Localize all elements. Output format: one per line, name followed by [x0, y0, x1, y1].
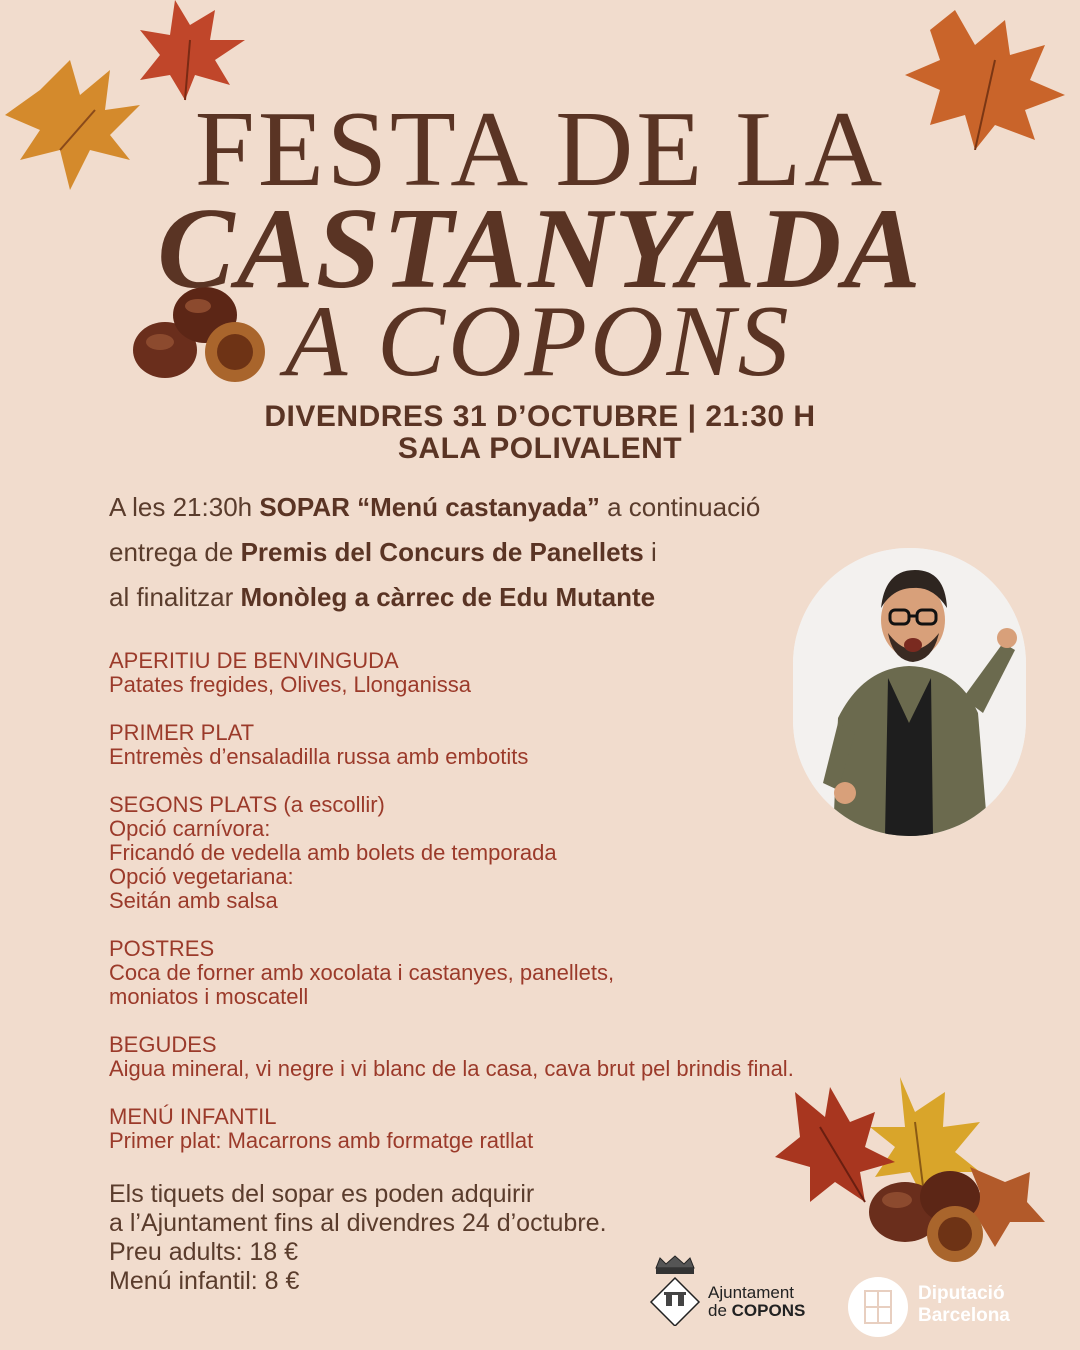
title-line-3: A COPONS [285, 285, 792, 398]
title-line-1: FESTA DE LA [194, 90, 886, 209]
menu-line: moniatos i moscatell [109, 984, 309, 1009]
menu-heading: MENÚ INFANTIL [109, 1104, 277, 1129]
menu-line: Aigua mineral, vi negre i vi blanc de la casa, cava brut pel brindis final. [109, 1056, 794, 1081]
intro-line-3: al finalitzar Monòleg a càrrec de Edu Mutante [109, 582, 656, 612]
menu-section-postres [109, 937, 959, 1009]
event-date-time: DIVENDRES 31 D’OCTUBRE | 21:30 H [264, 400, 816, 433]
diputacio-emblem-icon [848, 1277, 908, 1337]
menu-section-segons-plats [109, 793, 959, 913]
intro-line-2: entrega de Premis del Concurs de Panellets i [109, 537, 657, 567]
menu-line: Patates fregides, Olives, Llonganissa [109, 672, 471, 697]
menu-heading: POSTRES [109, 936, 215, 961]
ajuntament-name: de COPONS [708, 1301, 806, 1320]
performer-illustration [793, 548, 1026, 836]
menu-heading: SEGONS PLATS (a escollir) [109, 792, 385, 817]
menu-line: Opció vegetariana: [109, 864, 294, 889]
coat-of-arms-icon [648, 1254, 703, 1326]
ticket-line: a l’Ajuntament fins al divendres 24 d’octubre. [109, 1209, 607, 1237]
menu-line: Seitán amb salsa [109, 888, 278, 913]
menu-line: Primer plat: Macarrons amb formatge ratllat [109, 1128, 534, 1153]
diputacio-label: Diputació [918, 1283, 1005, 1304]
ajuntament-copons-logo [648, 1254, 818, 1326]
menu-heading: BEGUDES [109, 1032, 217, 1057]
menu-heading: PRIMER PLAT [109, 720, 255, 745]
intro-line-1: A les 21:30h SOPAR “Menú castanyada” a continuació [109, 492, 761, 522]
ticket-line: Els tiquets del sopar es poden adquirir [109, 1180, 535, 1208]
menu-line: Opció carnívora: [109, 816, 271, 841]
menu-line: Entremès d’ensaladilla russa amb embotits [109, 744, 529, 769]
menu-line: Coca de forner amb xocolata i castanyes, panellets, [109, 960, 615, 985]
title-line-2: CASTANYADA [157, 185, 923, 313]
menu-heading: APERITIU DE BENVINGUDA [109, 648, 399, 673]
barcelona-label: Barcelona [918, 1305, 1010, 1326]
chestnut-icon [205, 322, 265, 382]
chestnut-icon [927, 1206, 983, 1262]
ticket-info [109, 1180, 607, 1296]
price-adults: Preu adults: 18 € [109, 1238, 299, 1266]
event-venue: SALA POLIVALENT [397, 432, 683, 465]
performer-photo [793, 548, 1026, 836]
autumn-leaf-icon [775, 1087, 895, 1202]
price-children: Menú infantil: 8 € [109, 1267, 300, 1295]
diputacio-barcelona-logo [848, 1273, 1038, 1335]
ajuntament-label: Ajuntament [708, 1283, 794, 1302]
autumn-leaf-icon [140, 0, 245, 100]
menu-line: Fricandó de vedella amb bolets de temporada [109, 840, 557, 865]
autumn-decoration-bottom-right [765, 1072, 1045, 1267]
